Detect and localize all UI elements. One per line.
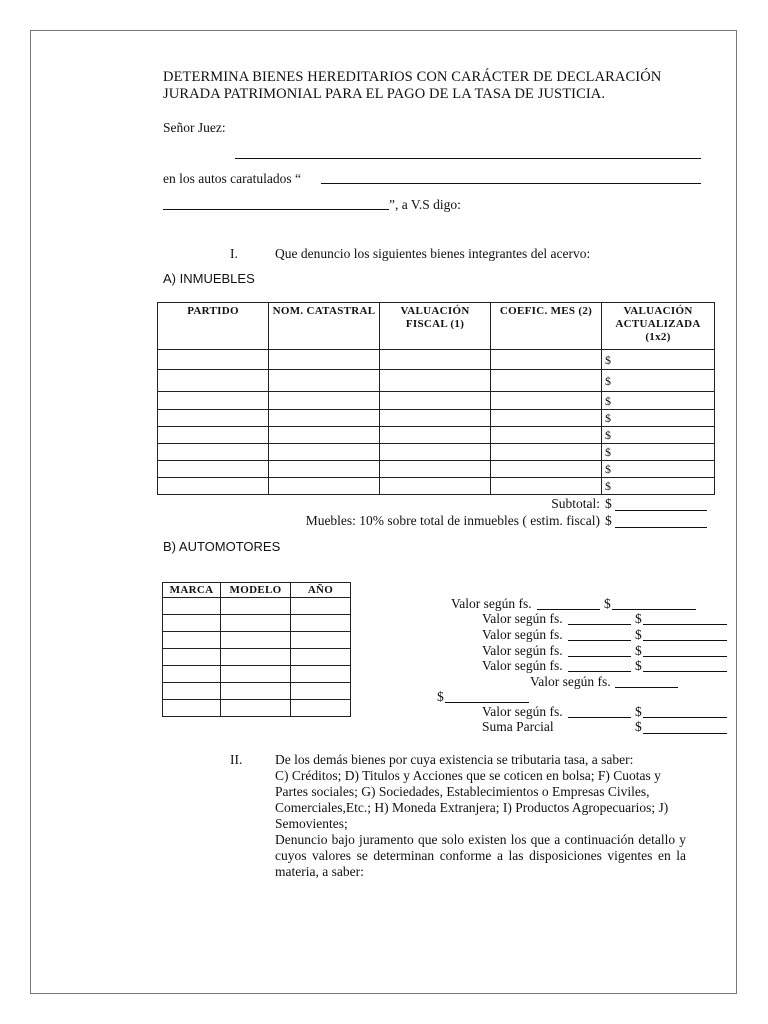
table-row xyxy=(163,700,351,717)
table-row xyxy=(158,444,715,461)
table-cell[interactable] xyxy=(163,598,221,615)
table-cell[interactable] xyxy=(163,700,221,717)
header-modelo: MODELO xyxy=(221,583,291,598)
valor-blank[interactable] xyxy=(643,640,727,641)
automotores-heading: B) AUTOMOTORES xyxy=(163,539,281,554)
valor-currency: $ xyxy=(635,658,642,673)
table-cell[interactable] xyxy=(158,444,269,461)
table-cell[interactable] xyxy=(491,478,602,495)
table-row xyxy=(163,615,351,632)
table-cell[interactable] xyxy=(291,666,351,683)
table-cell[interactable] xyxy=(221,683,291,700)
title-line-1: DETERMINA BIENES HEREDITARIOS CON CARÁCTER DE DECLARACIÓN xyxy=(163,69,662,85)
table-cell[interactable] xyxy=(380,370,491,392)
table-cell[interactable] xyxy=(269,410,380,427)
table-row xyxy=(158,392,715,410)
valor-currency: $ xyxy=(635,643,642,658)
table-cell[interactable] xyxy=(221,598,291,615)
table-cell[interactable] xyxy=(221,615,291,632)
table-cell[interactable] xyxy=(163,632,221,649)
table-cell[interactable] xyxy=(158,410,269,427)
section-2-denuncio: Denuncio bajo juramento que solo existen los que a continuación detallo y cuyos valores se determinan conforme a las disposiciones vigentes en la materia, a saber: xyxy=(275,832,686,879)
subtotal-currency: $ xyxy=(605,496,612,511)
table-cell[interactable] xyxy=(163,683,221,700)
valor-label: Valor según fs. xyxy=(530,674,611,689)
fs-blank[interactable] xyxy=(568,640,631,641)
autos-suffix: ”, a V.S digo: xyxy=(389,197,461,212)
table-cell[interactable] xyxy=(291,683,351,700)
header-marca: MARCA xyxy=(163,583,221,598)
valor-blank[interactable] xyxy=(643,656,727,657)
table-cell[interactable] xyxy=(163,649,221,666)
table-cell[interactable] xyxy=(158,350,269,370)
autos-blank-line xyxy=(321,183,701,184)
header-partido: PARTIDO xyxy=(158,303,269,350)
table-row xyxy=(158,427,715,444)
automotores-table xyxy=(162,582,351,717)
table-row xyxy=(163,649,351,666)
muebles-blank[interactable] xyxy=(615,527,707,528)
valor-blank[interactable] xyxy=(612,609,696,610)
table-cell[interactable] xyxy=(491,461,602,478)
suma-parcial-label: Suma Parcial xyxy=(482,719,554,734)
table-cell[interactable] xyxy=(158,427,269,444)
inmuebles-heading: A) INMUEBLES xyxy=(163,271,255,286)
section-1-number: I. xyxy=(230,246,238,261)
table-row xyxy=(158,410,715,427)
valor-label: Valor según fs. xyxy=(482,658,563,673)
valor-currency: $ xyxy=(604,596,611,611)
table-cell[interactable] xyxy=(491,410,602,427)
muebles-label: Muebles: 10% sobre total de inmuebles ( estim. fiscal) xyxy=(305,513,600,528)
fs-blank[interactable] xyxy=(568,624,631,625)
valor-currency: $ xyxy=(437,689,444,704)
valor-blank[interactable] xyxy=(643,717,727,718)
valor-label: Valor según fs. xyxy=(451,596,532,611)
fs-blank[interactable] xyxy=(568,656,631,657)
fs-blank[interactable] xyxy=(537,609,600,610)
currency-cell[interactable]: $ xyxy=(602,350,715,370)
section-2-list: C) Créditos; D) Titulos y Acciones que se coticen en bolsa; F) Cuotas y Partes sociales; G) Sociedades, Establecimientos o Empresas Civiles, Comerciales,Etc.; H) Moneda Extranjera; I) Productos Agropecuarios; J) Semovientes; xyxy=(275,768,669,831)
table-cell[interactable] xyxy=(380,392,491,410)
greeting: Señor Juez: xyxy=(163,120,226,135)
table-cell[interactable] xyxy=(269,427,380,444)
table-cell[interactable] xyxy=(221,649,291,666)
currency-cell[interactable]: $ xyxy=(602,461,715,478)
valor-label: Valor según fs. xyxy=(482,627,563,642)
table-cell[interactable] xyxy=(158,392,269,410)
document-title xyxy=(163,69,723,103)
currency-cell[interactable]: $ xyxy=(602,427,715,444)
section-2-text xyxy=(275,752,686,880)
table-cell[interactable] xyxy=(491,370,602,392)
table-row xyxy=(158,461,715,478)
header-nom-catastral: NOM. CATASTRAL xyxy=(269,303,380,350)
table-row xyxy=(163,598,351,615)
header-coefic-mes: COEFIC. MES (2) xyxy=(491,303,602,350)
table-row xyxy=(158,478,715,495)
valor-currency: $ xyxy=(635,704,642,719)
table-cell[interactable] xyxy=(491,427,602,444)
inmuebles-table xyxy=(157,302,715,495)
fs-blank[interactable] xyxy=(615,687,678,688)
currency-cell[interactable]: $ xyxy=(602,392,715,410)
table-row xyxy=(163,666,351,683)
currency-cell[interactable]: $ xyxy=(602,444,715,461)
table-cell[interactable] xyxy=(291,700,351,717)
valor-label: Valor según fs. xyxy=(482,704,563,719)
header-anio: AÑO xyxy=(291,583,351,598)
table-cell[interactable] xyxy=(158,478,269,495)
table-cell[interactable] xyxy=(269,461,380,478)
subtotal-blank[interactable] xyxy=(615,510,707,511)
table-cell[interactable] xyxy=(291,632,351,649)
table-cell[interactable] xyxy=(269,392,380,410)
valor-currency: $ xyxy=(635,627,642,642)
table-cell[interactable] xyxy=(380,461,491,478)
header-valuacion-fiscal: VALUACIÓN FISCAL (1) xyxy=(380,303,491,350)
fs-blank[interactable] xyxy=(568,717,631,718)
currency-cell[interactable]: $ xyxy=(602,478,715,495)
table-cell[interactable] xyxy=(158,461,269,478)
suma-blank[interactable] xyxy=(643,733,727,734)
currency-cell[interactable]: $ xyxy=(602,410,715,427)
currency-cell[interactable]: $ xyxy=(602,370,715,392)
table-cell[interactable] xyxy=(291,649,351,666)
header-valuacion-actualizada: VALUACIÓN ACTUALIZADA (1x2) xyxy=(602,303,715,350)
table-cell[interactable] xyxy=(221,666,291,683)
table-row xyxy=(163,632,351,649)
valor-blank[interactable] xyxy=(643,671,727,672)
table-row xyxy=(158,370,715,392)
table-cell[interactable] xyxy=(491,350,602,370)
table-cell[interactable] xyxy=(291,615,351,632)
autos-blank-line-2 xyxy=(163,209,389,210)
valor-blank[interactable] xyxy=(643,624,727,625)
table-row xyxy=(163,683,351,700)
section-1-text: Que denuncio los siguientes bienes integrantes del acervo: xyxy=(275,246,591,261)
valor-blank[interactable] xyxy=(445,702,529,703)
title-line-2: JURADA PATRIMONIAL PARA EL PAGO DE LA TASA DE JUSTICIA. xyxy=(163,86,606,102)
fs-blank[interactable] xyxy=(568,671,631,672)
table-cell[interactable] xyxy=(269,478,380,495)
suma-currency: $ xyxy=(635,719,642,734)
valor-label: Valor según fs. xyxy=(482,611,563,626)
section-2-number: II. xyxy=(230,752,243,767)
table-cell[interactable] xyxy=(291,598,351,615)
table-cell[interactable] xyxy=(221,700,291,717)
inmuebles-header-row xyxy=(158,303,715,350)
valor-currency: $ xyxy=(635,611,642,626)
table-cell[interactable] xyxy=(380,478,491,495)
table-cell[interactable] xyxy=(380,444,491,461)
table-cell[interactable] xyxy=(491,392,602,410)
autos-prefix: en los autos caratulados “ xyxy=(163,171,301,186)
muebles-currency: $ xyxy=(605,513,612,528)
table-cell[interactable] xyxy=(269,370,380,392)
table-cell[interactable] xyxy=(380,410,491,427)
valor-label: Valor según fs. xyxy=(482,643,563,658)
table-cell[interactable] xyxy=(269,350,380,370)
subtotal-label: Subtotal: xyxy=(551,496,600,511)
table-cell[interactable] xyxy=(380,427,491,444)
section-2-line-1: De los demás bienes por cuya existencia se tributaria tasa, a saber: xyxy=(275,752,634,767)
table-cell[interactable] xyxy=(163,666,221,683)
automotores-header-row xyxy=(163,583,351,598)
table-cell[interactable] xyxy=(158,370,269,392)
table-cell[interactable] xyxy=(163,615,221,632)
table-cell[interactable] xyxy=(491,444,602,461)
name-blank-line xyxy=(235,158,701,159)
table-cell[interactable] xyxy=(380,350,491,370)
table-row xyxy=(158,350,715,370)
table-cell[interactable] xyxy=(269,444,380,461)
table-cell[interactable] xyxy=(221,632,291,649)
